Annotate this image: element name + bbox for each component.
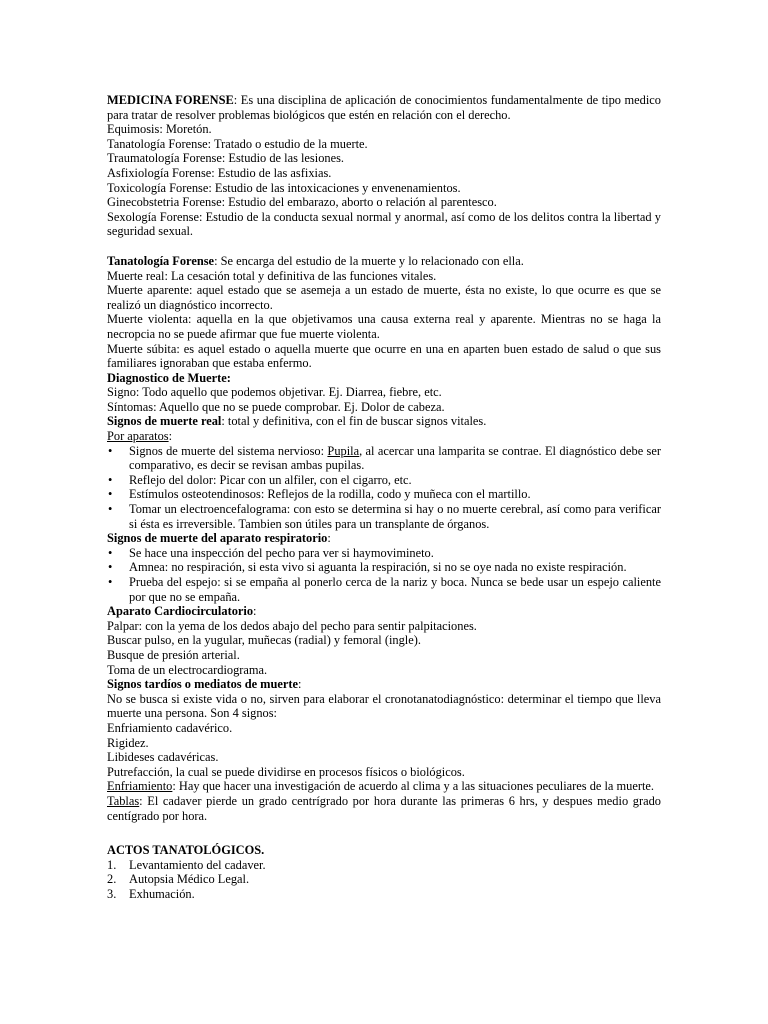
item-number: 3. [107,886,117,901]
cardio-line: Palpar: con la yema de los dedos abajo del pecho para sentir palpitaciones. [107,618,477,633]
cardio-line: Buscar pulso, en la yugular, muñecas (radial) y femoral (ingle). [107,633,421,648]
tanatologia-line: Muerte súbita: es aquel estado o aquella muerte que ocurre en una en aparten buen estado de salud o que sus familiares ignoraban que estaba enfermo. [107,341,661,371]
tardios-line: Libideses cadavéricas. [107,750,219,765]
tanatologia-line: Muerte violenta: aquella en la que objetivamos una causa externa real y aparente. Mientras no se haga la necropcia no se puede afirmar que fue muerte violenta. [107,312,661,341]
intro-line: Traumatología Forense: Estudio de las lesiones. [107,151,345,166]
numbered-item [107,887,661,902]
numbered-item [107,872,661,887]
signos-real-title: Signos de muerte real [107,414,222,429]
enfriamiento-text: : Hay que hacer una investigación de acuerdo al clima y a las situaciones peculiares de la muerte. [172,779,655,794]
por-aparatos-colon: : [168,429,173,444]
spacer [107,823,661,843]
signos-real-text: : total y definitiva, con el fin de buscar signos vitales. [221,414,487,429]
tardios-title: Signos tardíos o mediatos de muerte [107,677,299,692]
bullet-text: , al acercar una lamparita se contrae. El diagnóstico debe ser comparativo, es decir se revisan ambas pupilas. [129,443,662,473]
list-item [107,444,661,473]
list-item: • Amnea: no respiración, si esta vivo si aguanta la respiración, si no se oye nada no existe respiración. [107,560,661,575]
diagnostico-heading [107,371,661,386]
intro-line: Toxicología Forense: Estudio de las intoxicaciones y envenenamientos. [107,180,461,195]
cardio-line: Busque de presión arterial. [107,647,240,662]
enfriamiento-term: Enfriamiento [107,779,173,794]
cardio-title: Aparato Cardiocirculatorio [107,604,254,619]
bullet-text: Signos de muerte del sistema nervioso: [129,443,328,458]
intro-line: Ginecobstetria Forense: Estudio del embarazo, aborto o relación al parentesco. [107,195,497,210]
item-text: Levantamiento del cadaver. [129,857,266,872]
medicina-forense-paragraph [107,93,661,122]
diagnostico-title: Diagnostico de Muerte: [107,370,231,385]
list-item: • Prueba del espejo: si se empaña al ponerlo cerca de la nariz y boca. Nunca se bede usar un espejo caliente por que no se empaña. [107,575,661,604]
intro-line: Asfixiología Forense: Estudio de las asfixias. [107,165,332,180]
medicina-forense-title: MEDICINA FORENSE [107,93,234,107]
respiratorio-title: Signos de muerte del aparato respiratorio [107,531,328,546]
list-item: • Tomar un electroencefalograma: con esto se determina si hay o no muerte cerebral, así como para verificar si ésta es irreversible. Tambien son útiles para un transplante de órganos. [107,502,661,531]
diagnostico-line: Síntomas: Aquello que no se puede comprobar. Ej. Dolor de cabeza. [107,399,445,414]
tanatologia-definition: : Se encarga del estudio de la muerte y lo relacionado con ella. [214,253,524,268]
actos-title: ACTOS TANATOLÓGICOS. [107,843,265,858]
numbered-item [107,858,661,873]
tablas-paragraph [107,794,661,823]
cardio-heading [107,604,661,619]
tablas-term: Tablas [107,793,140,808]
intro-line: Sexología Forense: Estudio de la conducta sexual normal y anormal, así como de los delitos contra la libertad y seguridad sexual. [107,209,661,239]
por-aparatos-heading [107,429,661,444]
list-item: • Reflejo del dolor: Picar con un alfiler, con el cigarro, etc. [107,473,661,488]
por-aparatos-title: Por aparatos [107,429,169,444]
item-number: 1. [107,857,117,872]
enfriamiento-paragraph [107,779,661,794]
list-item: • Se hace una inspección del pecho para ver si haymovimineto. [107,546,661,561]
intro-line: Tanatología Forense: Tratado o estudio de la muerte. [107,136,368,151]
signos-real-paragraph [107,414,661,429]
intro-line: Equimosis: Moretón. [107,122,212,137]
tanatologia-line: Muerte aparente: aquel estado que se asemeja a un estado de muerte, ésta no existe, lo que ocurre es que se realizó un diagnóstico incorrecto. [107,283,661,312]
tardios-colon: : [298,677,302,692]
tardios-line: Enfriamiento cadavérico. [107,720,233,735]
tardios-line: Putrefacción, la cual se puede dividirse en procesos físicos o biológicos. [107,764,465,779]
tardios-line: No se busca si existe vida o no, sirven para elaborar el cronotanatodiagnóstico: determinar el tiempo que lleva muerte una persona. Son 4 signos: [107,691,661,721]
tanatologia-paragraph [107,254,661,269]
medicina-forense-definition: : Es una disciplina de aplicación de conocimientos fundamentalmente de tipo medico para tratar de resolver problemas biológicos que estén en relación con el derecho. [107,93,661,122]
tardios-line: Rigidez. [107,735,149,750]
item-text: Autopsia Médico Legal. [129,872,250,887]
cardio-line: Toma de un electrocardiograma. [107,662,268,677]
item-text: Exhumación. [129,886,195,901]
respiratorio-heading [107,531,661,546]
spacer [107,239,661,254]
pupila-term: Pupila [327,443,360,458]
tanatologia-line: Muerte real: La cesación total y definitiva de las funciones vitales. [107,268,437,283]
tardios-heading [107,677,661,692]
list-item: • Estímulos osteotendinosos: Reflejos de la rodilla, codo y muñeca con el martillo. [107,487,661,502]
item-number: 2. [107,872,117,887]
respiratorio-colon: : [327,531,331,546]
cardio-colon: : [253,604,257,619]
diagnostico-line: Signo: Todo aquello que podemos objetivar. Ej. Diarrea, fiebre, etc. [107,385,442,400]
tablas-text: : El cadaver pierde un grado centrígrado por hora durante las primeras 6 hrs, y despues medio grado centígrado por hora. [107,793,661,823]
tanatologia-title: Tanatología Forense [107,253,215,268]
